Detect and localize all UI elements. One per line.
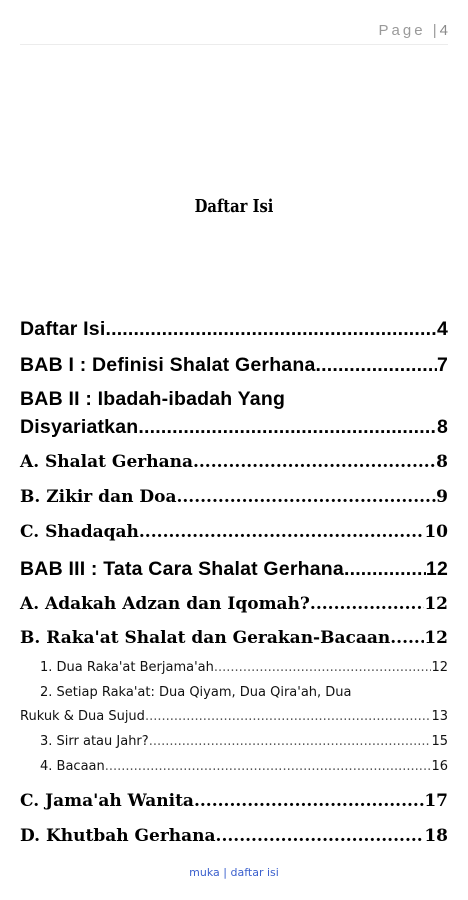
toc-page: 10	[424, 522, 448, 542]
toc-leader	[390, 628, 424, 648]
header-divider	[20, 44, 448, 45]
toc-subentry-setiap-rakaat-line1[interactable]: 2. Setiap Raka'at: Dua Qiyam, Dua Qira'ah, Dua	[40, 685, 352, 700]
toc-entry-label: C. Shadaqah	[20, 522, 139, 542]
toc-page: 12	[425, 558, 448, 580]
toc-entry-adzan-iqomah[interactable]	[20, 594, 448, 614]
toc-entry-label: BAB III : Tata Cara Shalat Gerhana	[20, 558, 344, 580]
toc-leader	[145, 709, 432, 724]
toc-entry-bab-1[interactable]	[20, 354, 448, 377]
toc-entry-label: BAB I : Definisi Shalat Gerhana	[20, 354, 316, 376]
toc-page: 8	[436, 452, 448, 472]
toc-entry-jamaah-wanita[interactable]	[20, 791, 448, 811]
toc-entry-bab-2-line1[interactable]: BAB II : Ibadah-ibadah Yang	[20, 388, 286, 410]
toc-entry-label: D. Khutbah Gerhana	[20, 826, 216, 846]
toc-entry-label: 1. Dua Raka'at Berjama'ah	[40, 660, 214, 675]
toc-entry-label: 4. Bacaan	[40, 759, 105, 774]
toc-entry-label: 3. Sirr atau Jahr?	[40, 734, 149, 749]
toc-subentry-dua-rakaat[interactable]	[40, 660, 448, 675]
page-number-value: 4	[439, 22, 448, 39]
toc-page: 16	[431, 759, 448, 774]
toc-entry-zikir-doa[interactable]	[20, 487, 448, 507]
toc-leader	[139, 522, 424, 542]
footer-nav	[0, 866, 468, 879]
toc-leader	[194, 791, 424, 811]
toc-entry-shadaqah[interactable]	[20, 522, 448, 542]
toc-entry-bab-2[interactable]	[20, 416, 448, 439]
footer-separator: |	[219, 866, 231, 879]
toc-page: 12	[431, 660, 448, 675]
page-label: Page |	[378, 22, 440, 39]
toc-entry-label: B. Zikir dan Doa	[20, 487, 177, 507]
toc-entry-label: A. Shalat Gerhana	[20, 452, 193, 472]
toc-entry-shalat-gerhana[interactable]	[20, 452, 448, 472]
toc-page: 4	[436, 318, 448, 340]
daftar-isi-link[interactable]: daftar isi	[230, 866, 279, 879]
toc-page: 12	[424, 594, 448, 614]
toc-leader	[105, 759, 432, 774]
muka-link[interactable]: muka	[189, 866, 220, 879]
toc-entry-khutbah-gerhana[interactable]	[20, 826, 448, 846]
toc-leader	[193, 452, 436, 472]
toc-leader	[310, 594, 424, 614]
toc-page: 8	[436, 416, 448, 438]
toc-leader	[344, 558, 426, 581]
toc-page: 9	[436, 487, 448, 507]
toc-entry-daftar-isi[interactable]	[20, 318, 448, 341]
toc-page: 7	[436, 354, 448, 376]
page-number	[379, 22, 448, 39]
toc-leader	[176, 487, 436, 507]
toc-page: 15	[431, 734, 448, 749]
document-title: Daftar Isi	[194, 196, 274, 217]
toc-entry-label: B. Raka'at Shalat dan Gerakan-Bacaan	[20, 628, 391, 648]
toc-entry-rakaat-shalat[interactable]	[20, 628, 448, 648]
toc-entry-label: Daftar Isi	[20, 318, 106, 340]
toc-entry-bab-3[interactable]	[20, 558, 448, 581]
toc-subentry-sirr-jahr[interactable]	[40, 734, 448, 749]
toc-entry-label: A. Adakah Adzan dan Iqomah?	[20, 594, 310, 614]
toc-page: 18	[424, 826, 448, 846]
toc-leader	[149, 734, 432, 749]
toc-leader	[105, 318, 437, 341]
toc-entry-label: C. Jama'ah Wanita	[20, 791, 194, 811]
toc-leader	[214, 660, 432, 675]
toc-page: 12	[424, 628, 448, 648]
toc-leader	[216, 826, 425, 846]
toc-leader	[138, 416, 437, 439]
toc-entry-label: Disyariatkan	[20, 416, 139, 438]
toc-page: 17	[424, 791, 448, 811]
toc-entry-label: Rukuk & Dua Sujud	[20, 709, 145, 724]
toc-subentry-setiap-rakaat[interactable]	[20, 709, 448, 724]
toc-leader	[316, 354, 437, 377]
toc-page: 13	[431, 709, 448, 724]
toc-subentry-bacaan[interactable]	[40, 759, 448, 774]
